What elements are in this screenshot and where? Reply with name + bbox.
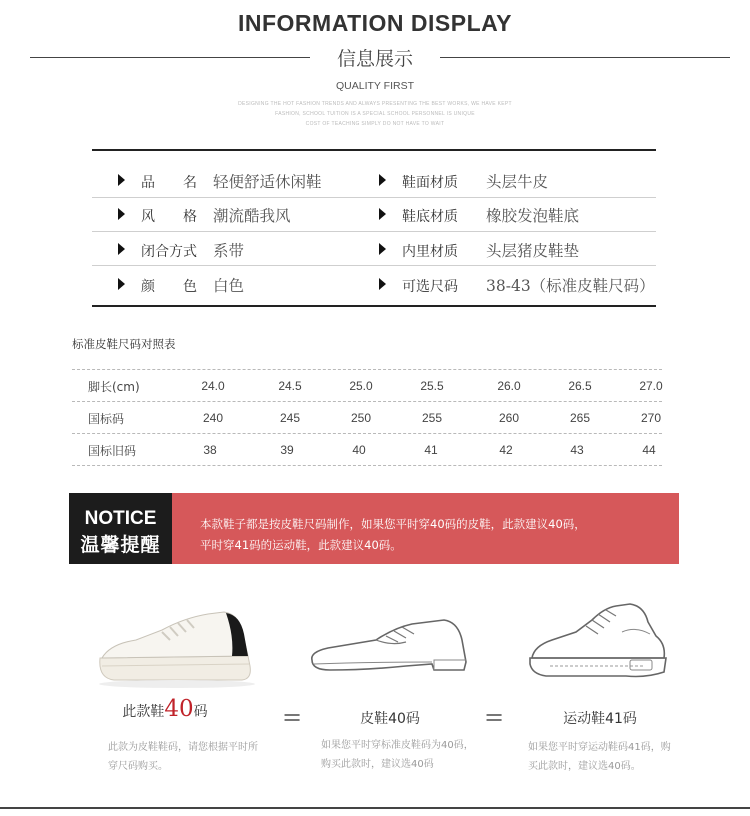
bullet-triangle-icon — [118, 174, 125, 186]
info-left-row-2 — [118, 204, 291, 226]
info-label: 鞋底材质 — [402, 209, 458, 225]
size-cell: 245 — [279, 411, 301, 425]
bullet-triangle-icon — [379, 174, 386, 186]
size-cell: 40 — [352, 443, 366, 457]
size-chart-title: 标准皮鞋尺码对照表 — [72, 337, 176, 351]
fine-print-line: FASHION, SCHOOL TUITION IS A SPECIAL SCHOOL PERSONNEL IS UNIQUE — [275, 111, 475, 117]
size-cell: 250 — [350, 411, 372, 425]
info-label: 闭合方式 — [141, 244, 197, 260]
info-row-divider — [92, 197, 656, 198]
info-value: 橡胶发泡鞋底 — [486, 207, 580, 225]
bullet-triangle-icon — [379, 278, 386, 290]
desc-leather-shoe: 如果您平时穿标准皮鞋码为40码， 购买此款时，建议选40码 — [321, 740, 474, 770]
notice-text — [200, 514, 670, 556]
size-cell: 270 — [640, 411, 662, 425]
desc-this-shoe: 此款为皮鞋鞋码，请您根据平时所 穿尺码购买。 — [108, 742, 258, 772]
bullet-triangle-icon — [379, 208, 386, 220]
size-cell: 24.0 — [201, 379, 225, 393]
info-value: 38-43（标准皮鞋尺码） — [486, 277, 655, 295]
info-value: 系带 — [213, 242, 245, 260]
info-right-row-1 — [379, 170, 548, 192]
info-value: 轻便舒适休闲鞋 — [213, 173, 322, 191]
caption-leather-shoe: 皮鞋40码 — [360, 711, 420, 727]
info-table-top-rule — [92, 149, 656, 151]
size-cell: 44 — [642, 443, 656, 457]
info-row-divider — [92, 231, 656, 232]
info-left-row-1 — [118, 170, 322, 192]
size-highlight: 40 — [164, 696, 194, 722]
info-label: 内里材质 — [402, 244, 458, 260]
size-cell: 25.0 — [349, 379, 373, 393]
size-cell: 26.5 — [568, 379, 592, 393]
size-cell: 42 — [499, 443, 513, 457]
leather-shoe-outline-icon — [306, 612, 474, 682]
info-right-row-3 — [379, 239, 579, 261]
page-bottom-rule — [0, 807, 750, 809]
equals-sign: = — [282, 703, 303, 731]
size-cell: 38 — [203, 443, 217, 457]
size-row-label: 国标旧码 — [88, 444, 137, 458]
info-label: 鞋面材质 — [402, 175, 458, 191]
info-right-row-2 — [379, 204, 579, 226]
size-chart-divider — [72, 369, 662, 370]
page-title: INFORMATION DISPLAY — [237, 10, 512, 36]
notice-heading-cn: 温馨提醒 — [80, 534, 161, 556]
info-left-row-3 — [118, 239, 244, 261]
size-cell: 260 — [498, 411, 520, 425]
size-cell: 25.5 — [420, 379, 444, 393]
info-left-row-4 — [118, 274, 244, 296]
notice-line: 平时穿41码的运动鞋，此款建议40码。 — [200, 538, 402, 552]
info-row-divider — [92, 265, 656, 266]
size-cell: 240 — [202, 411, 224, 425]
info-value: 头层牛皮 — [486, 173, 549, 191]
info-value: 白色 — [213, 277, 245, 295]
size-cell: 265 — [569, 411, 591, 425]
size-row-label: 脚长(cm) — [88, 380, 140, 394]
quality-tagline: QUALITY FIRST — [336, 80, 414, 92]
bullet-triangle-icon — [118, 243, 125, 255]
info-label: 颜 色 — [141, 279, 197, 295]
size-cell: 41 — [424, 443, 438, 457]
bullet-triangle-icon — [379, 243, 386, 255]
info-value: 头层猪皮鞋垫 — [486, 242, 580, 260]
info-label: 风 格 — [141, 209, 197, 225]
caption-sports-shoe: 运动鞋41码 — [563, 711, 637, 727]
sports-shoe-outline-icon — [526, 602, 672, 684]
size-row-label: 国标码 — [88, 412, 125, 426]
equals-sign: = — [484, 703, 505, 731]
bullet-triangle-icon — [118, 278, 125, 290]
info-right-row-4 — [379, 274, 655, 296]
white-sneaker-image — [92, 600, 262, 690]
size-cell: 255 — [421, 411, 443, 425]
desc-sports-shoe: 如果您平时穿运动鞋码41码，购 买此款时，建议选40码。 — [528, 742, 671, 772]
notice-line: 本款鞋子都是按皮鞋尺码制作，如果您平时穿40码的皮鞋，此款建议40码， — [200, 517, 586, 531]
size-cell: 27.0 — [639, 379, 663, 393]
size-chart-divider — [72, 465, 662, 466]
size-cell: 26.0 — [497, 379, 521, 393]
info-label: 品 名 — [141, 175, 197, 191]
fine-print-line: DESIGNING THE HOT FASHION TRENDS AND ALWAYS PRESENTING THE BEST WORKS, WE HAVE KEPT — [238, 101, 512, 107]
notice-heading-en: NOTICE — [84, 508, 157, 529]
size-chart-divider — [72, 433, 662, 434]
size-chart-divider — [72, 401, 662, 402]
size-cell: 43 — [570, 443, 584, 457]
caption-this-shoe: 此款鞋40码 — [122, 696, 208, 722]
size-cell: 24.5 — [278, 379, 302, 393]
size-cell: 39 — [280, 443, 294, 457]
info-value: 潮流酷我风 — [213, 207, 291, 225]
info-table-bottom-rule — [92, 305, 656, 307]
info-label: 可选尺码 — [402, 279, 458, 295]
fine-print-line: COST OF TEACHING SIMPLY DO NOT HAVE TO WAIT — [305, 121, 445, 127]
page-subtitle: 信息展示 — [0, 44, 750, 71]
bullet-triangle-icon — [118, 208, 125, 220]
